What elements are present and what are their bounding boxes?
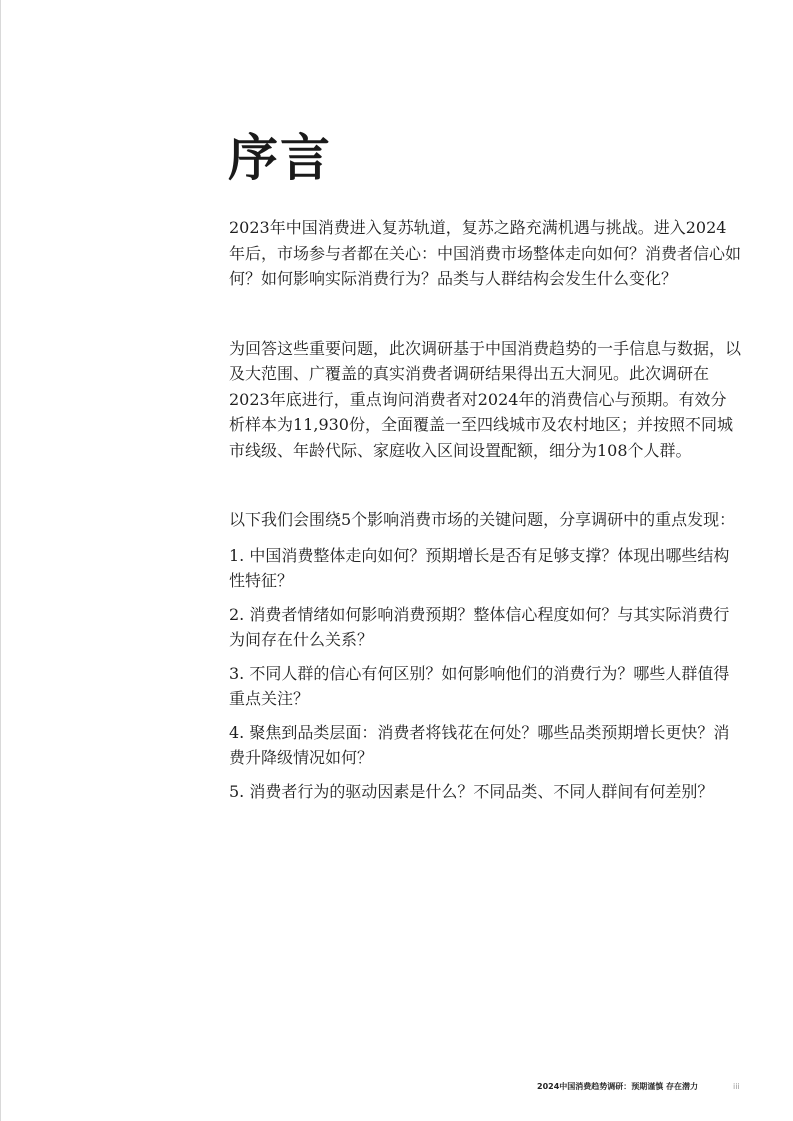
footer-report-title bbox=[537, 1081, 698, 1092]
paragraph-spacer bbox=[229, 292, 741, 336]
list-item: 4. 聚焦到品类层面：消费者将钱花在何处？哪些品类预期增长更快？消费升降级情况如何？ bbox=[229, 722, 730, 767]
preface-body bbox=[229, 215, 741, 812]
paragraph-lead-in: 以下我们会围绕5个影响消费市场的关键问题，分享调研中的重点发现： bbox=[229, 510, 736, 529]
paragraph-intro: 2023年中国消费进入复苏轨道，复苏之路充满机遇与挑战。进入2024年后，市场参与者都在关心：中国消费市场整体走向如何？消费者信心如何？如何影响实际消费行为？品类与人群结构会发生什么变化？ bbox=[229, 218, 742, 288]
page-title: 序言 bbox=[228, 128, 332, 187]
list-item: 2. 消费者情绪如何影响消费预期？整体信心程度如何？与其实际消费行为间存在什么关系？ bbox=[229, 604, 730, 649]
page-edge bbox=[0, 0, 1, 1121]
footer-title-text: 2024中国消费趋势调研：预期谨慎 存在潜力 bbox=[537, 1082, 699, 1091]
page-number: iii bbox=[733, 1082, 740, 1091]
paragraph-method: 为回答这些重要问题，此次调研基于中国消费趋势的一手信息与数据，以及大范围、广覆盖的真实消费者调研结果得出五大洞见。此次调研在2023年底进行，重点询问消费者对2024年的消费信心与预期。有效分析样本为11,930份，全面覆盖一至四线城市及农村地区；并按照不同城市线级、年龄代际、家庭收入区间设置配额，细分为108个人群。 bbox=[229, 338, 742, 460]
key-questions-list bbox=[229, 543, 741, 805]
list-item: 3. 不同人群的信心有何区别？如何影响他们的消费行为？哪些人群值得重点关注？ bbox=[229, 663, 730, 708]
paragraph-spacer bbox=[229, 463, 741, 507]
list-item: 5. 消费者行为的驱动因素是什么？不同品类、不同人群间有何差别？ bbox=[229, 781, 714, 801]
list-item: 1. 中国消费整体走向如何？预期增长是否有足够支撑？体现出哪些结构性特征？ bbox=[229, 545, 730, 590]
